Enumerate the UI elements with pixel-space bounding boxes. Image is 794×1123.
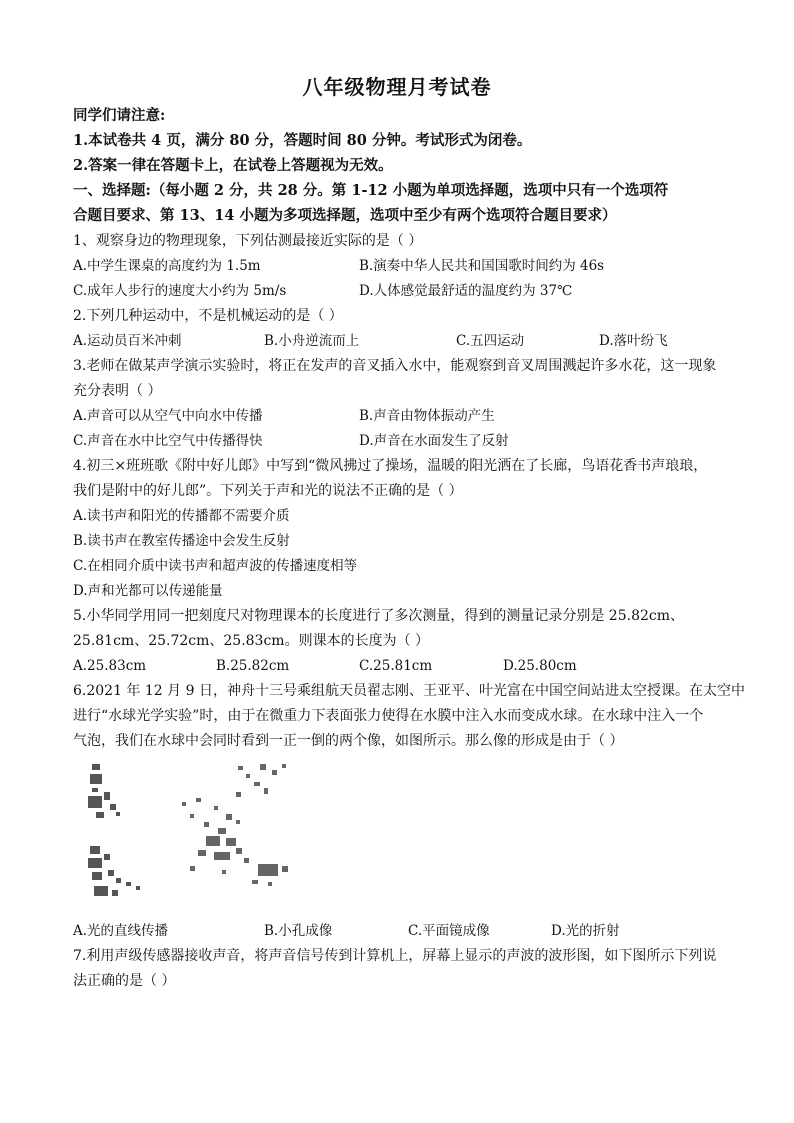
q3-option-c: C.声音在水中比空气中传播得快 xyxy=(73,433,263,449)
q6-stem-line-3: 气泡，我们在水球中会同时看到一正一倒的两个像，如图所示。那么像的形成是由于（ ） xyxy=(73,733,624,749)
q4-option-a: A.读书声和阳光的传播都不需要介质 xyxy=(73,508,290,524)
q5-stem-line-1: 5.小华同学用同一把刻度尺对物理课本的长度进行了多次测量，得到的测量记录分别是 25.82cm、 xyxy=(73,608,685,624)
q2-option-b: B.小舟逆流而上 xyxy=(264,333,360,349)
q4-stem-line-1: 4.初三×班班歌《附中好儿郎》中写到“微风拂过了操场，温暖的阳光洒在了长廊，鸟语花香书声琅琅， xyxy=(73,458,708,474)
q2-option-a: A.运动员百米冲刺 xyxy=(73,333,182,349)
q3-stem-line-1: 3.老师在做某声学演示实验时，将正在发声的音叉插入水中，能观察到音叉周围溅起许多水花，这一现象 xyxy=(73,358,717,374)
notice-item-1: 1.本试卷共 4 页，满分 80 分，答题时间 80 分钟。考试形式为闭卷。 xyxy=(73,132,532,149)
q6-option-b: B.小孔成像 xyxy=(264,923,333,939)
q2-option-d: D.落叶纷飞 xyxy=(599,333,668,349)
notice-item-2: 2.答案一律在答题卡上，在试卷上答题视为无效。 xyxy=(73,157,393,174)
section-heading-line-1: 一、选择题:（每小题 2 分，共 28 分。第 1-12 小题为单项选择题，选项中只有一个选项符 xyxy=(73,182,669,199)
section-heading-line-2: 合题目要求、第 13、14 小题为多项选择题，选项中至少有两个选项符合题目要求） xyxy=(73,207,617,224)
water-ball-photo-figure xyxy=(86,762,326,912)
q6-option-c: C.平面镜成像 xyxy=(408,923,490,939)
notice-heading: 同学们请注意: xyxy=(73,107,166,124)
q1-option-a: A.中学生课桌的高度约为 1.5m xyxy=(73,258,261,274)
q2-stem: 2.下列几种运动中，不是机械运动的是（ ） xyxy=(73,308,343,324)
q3-stem-line-2: 充分表明（ ） xyxy=(73,383,162,399)
q3-option-a: A.声音可以从空气中向水中传播 xyxy=(73,408,263,424)
q6-option-a: A.光的直线传播 xyxy=(73,923,169,939)
q4-option-c: C.在相同介质中读书声和超声波的传播速度相等 xyxy=(73,558,358,574)
q6-stem-line-1: 6.2021 年 12 月 9 日，神舟十三号乘组航天员翟志刚、王亚平、叶光富在中国空间站进太空授课。在太空中 xyxy=(73,683,745,699)
q5-option-b: B.25.82cm xyxy=(216,658,290,674)
q1-option-c: C.成年人步行的速度大小约为 5m/s xyxy=(73,283,287,299)
q1-stem: 1、观察身边的物理现象，下列估测最接近实际的是（ ） xyxy=(73,233,423,249)
q5-option-d: D.25.80cm xyxy=(503,658,577,674)
q6-stem-line-2: 进行“水球光学实验”时，由于在微重力下表面张力使得在水膜中注入水而变成水球。在水球中注入一个 xyxy=(73,708,704,724)
q1-option-b: B.演奏中华人民共和国国歌时间约为 46s xyxy=(359,258,605,274)
q7-stem-line-2: 法正确的是（ ） xyxy=(73,973,176,989)
q6-option-d: D.光的折射 xyxy=(551,923,620,939)
q4-stem-line-2: 我们是附中的好儿郎”。下列关于声和光的说法不正确的是（ ） xyxy=(73,483,463,499)
q2-option-c: C.五四运动 xyxy=(456,333,525,349)
q3-option-b: B.声音由物体振动产生 xyxy=(359,408,495,424)
q1-option-d: D.人体感觉最舒适的温度约为 37℃ xyxy=(359,283,573,299)
q5-option-a: A.25.83cm xyxy=(73,658,147,674)
q5-stem-line-2: 25.81cm、25.72cm、25.83cm。则课本的长度为（ ） xyxy=(73,633,430,649)
q4-option-b: B.读书声在教室传播途中会发生反射 xyxy=(73,533,290,549)
q3-option-d: D.声音在水面发生了反射 xyxy=(359,433,509,449)
q7-stem-line-1: 7.利用声级传感器接收声音，将声音信号传到计算机上，屏幕上显示的声波的波形图，如下图所示下列说 xyxy=(73,948,717,964)
q5-option-c: C.25.81cm xyxy=(359,658,433,674)
exam-title: 八年级物理月考试卷 xyxy=(302,75,492,99)
q4-option-d: D.声和光都可以传递能量 xyxy=(73,583,223,599)
